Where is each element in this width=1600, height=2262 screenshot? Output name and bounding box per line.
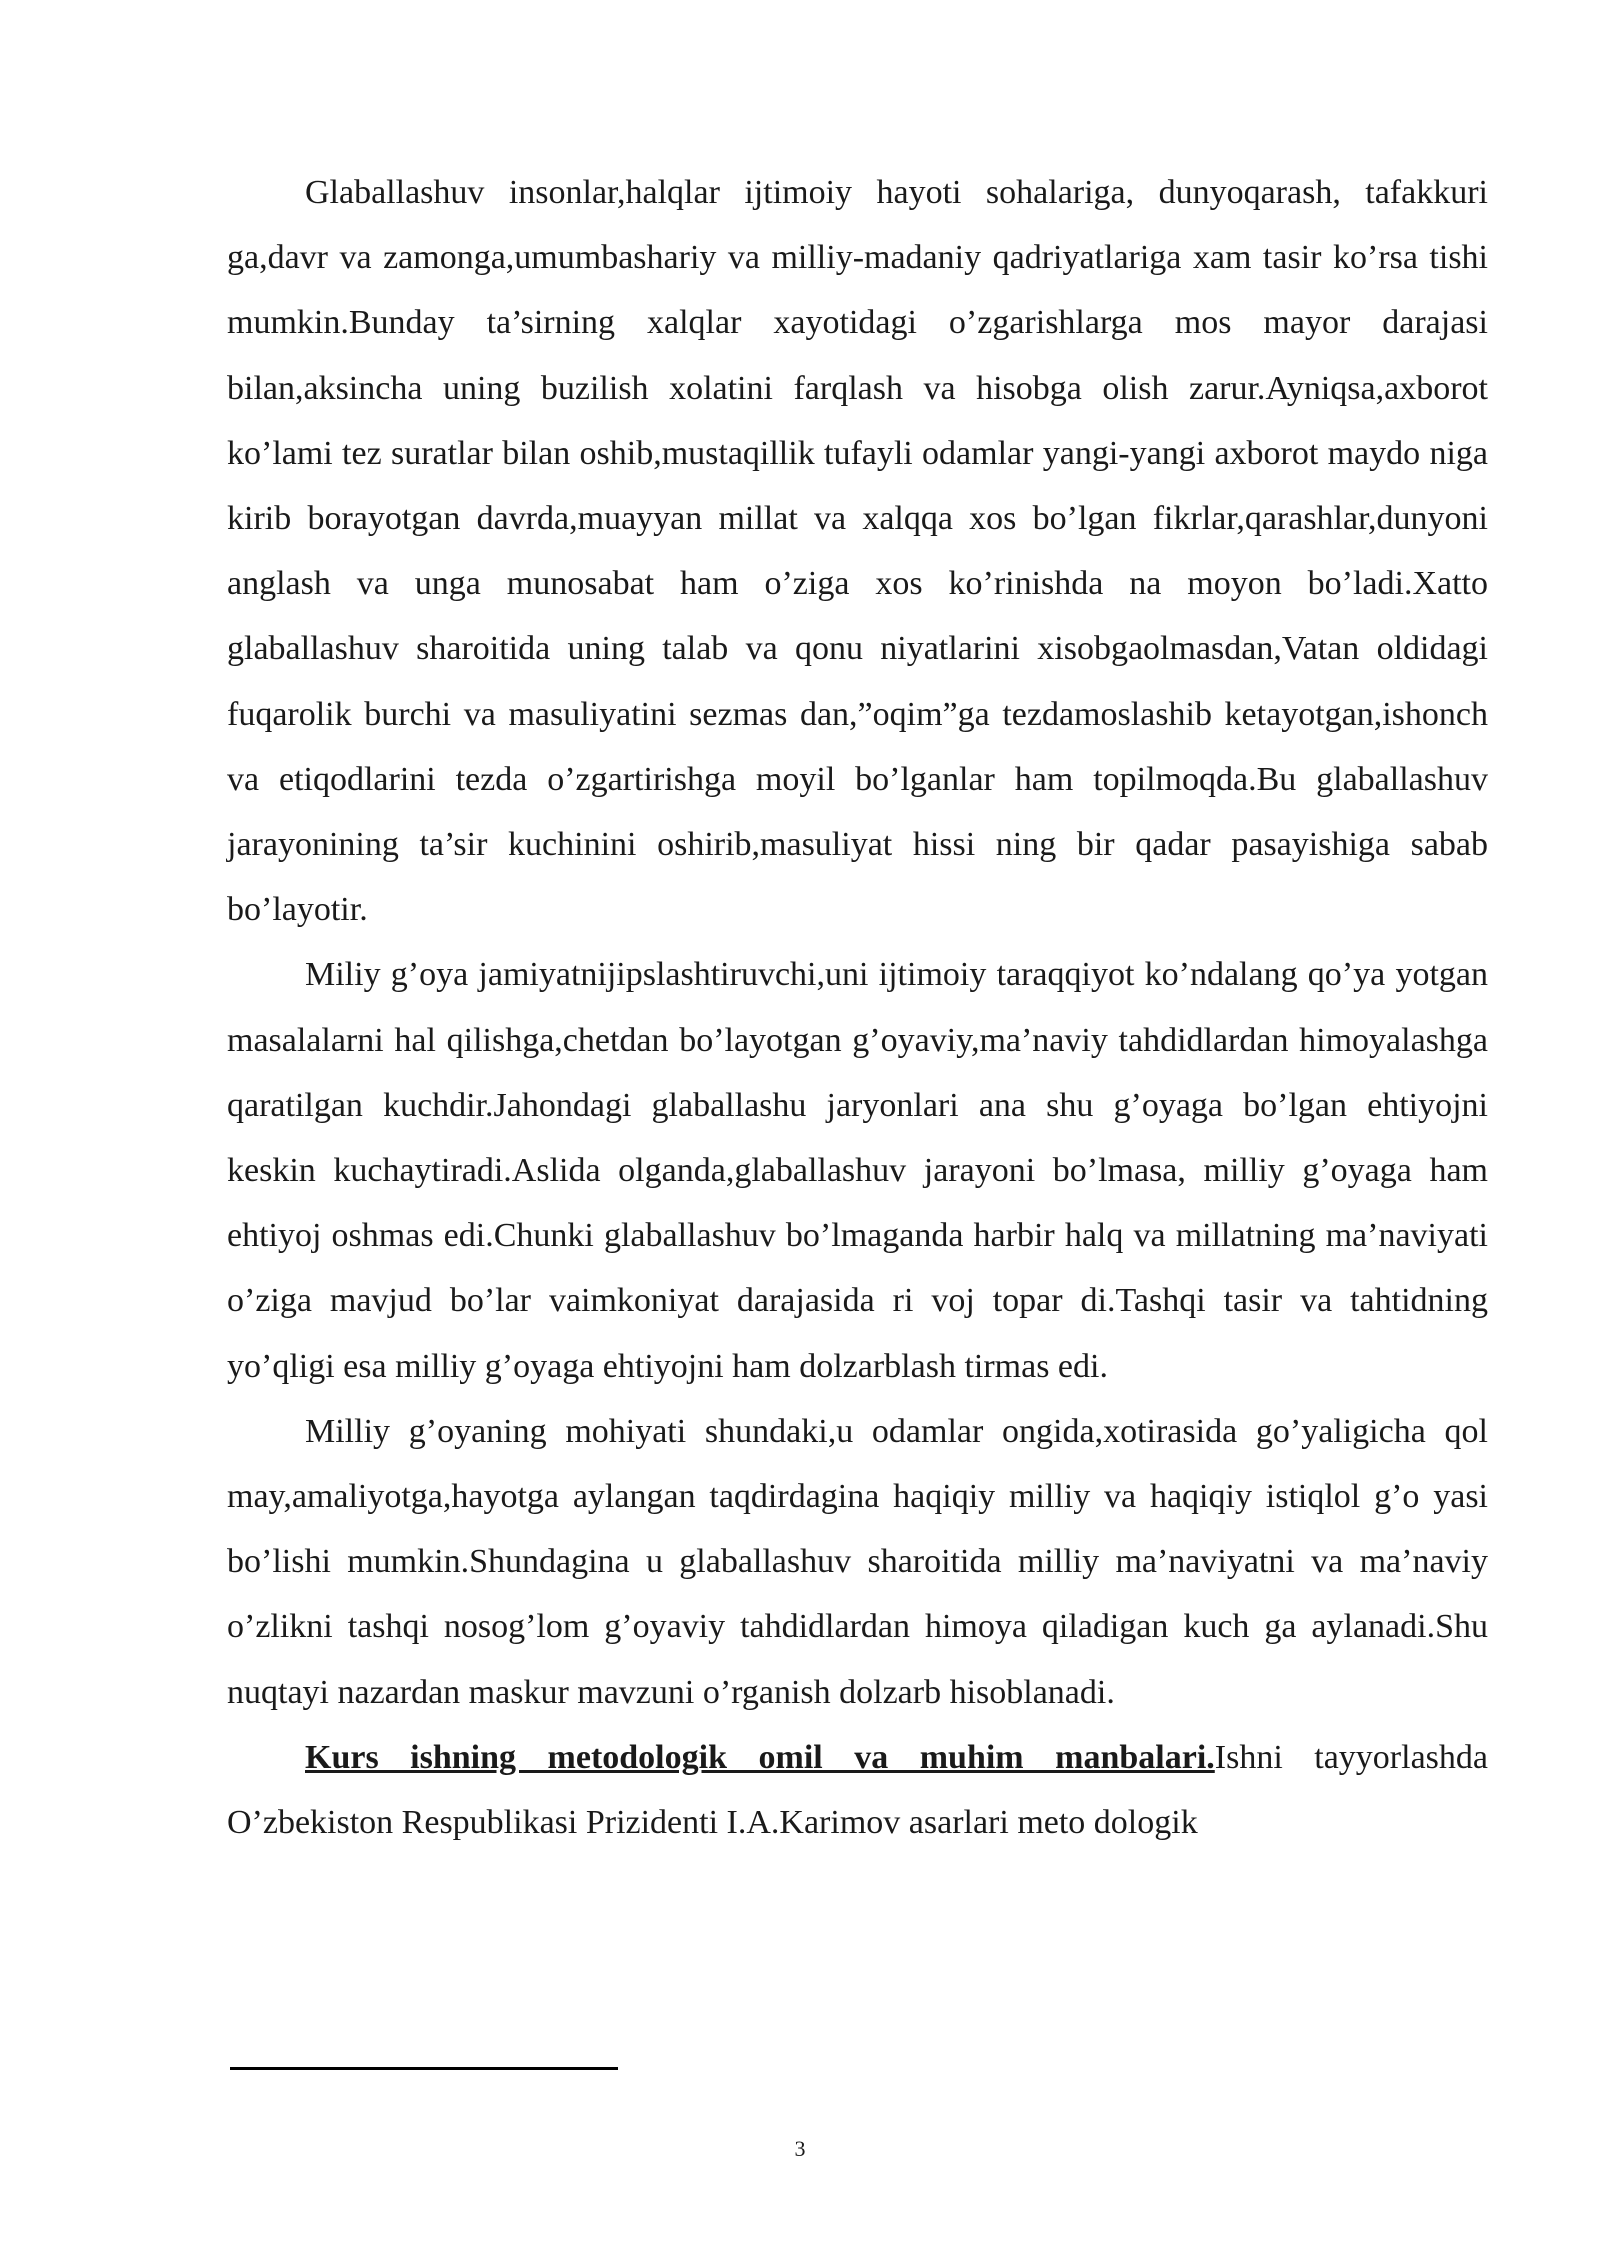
paragraph-national-idea: Miliy g’oya jamiyatnijipslashtiruvchi,uni ijtimoiy taraqqiyot ko’ndalang qo’ya yotgan masalalarni hal qilishga,chetdan bo’layotgan g’oyaviy,ma’naviy tahdidlardan himoyalashga qaratilgan kuchdir.Jahondagi glaballashu jaryonlari ana shu g’oyaga bo’lgan ehtiyojni keskin kuchaytiradi.Aslida olganda,glaballashuv jarayoni bo’lmasa, milliy g’oyaga ham ehtiyoj oshmas edi.Chunki glaballashuv bo’lmaganda harbir halq va millatning ma’naviyati o’ziga mavjud bo’lar vaimkoniyat darajasida ri voj topar di.Tashqi tasir va tahtidning yo’qligi esa milliy g’oyaga ehtiyojni ham dolzarblash tirmas edi. bbox=[227, 956, 1488, 1385]
paragraph-methodology-text: Ishni tayyorlashda O’zbekiston Respublikasi Prizidenti I.A.Karimov asarlari meto dologik bbox=[227, 1738, 1488, 1842]
paragraph-essence: Milliy g’oyaning mohiyati shundaki,u odamlar ongida,xotirasida go’yaligicha qol may,amaliyotga,hayotga aylangan taqdirdagina haqiqiy milliy va haqiqiy istiqlol g’o yasi bo’lishi mumkin.Shundagina u glaballashuv sharoitida milliy ma’naviyatni va ma’naviy o’zlikni tashqi nosog’lom g’oyaviy tahdidlardan himoya qiladigan kuch ga aylanadi.Shu nuqtayi nazardan maskur mavzuni o’rganish dolzarb hisoblanadi. bbox=[227, 1412, 1488, 1711]
paragraph-methodology bbox=[227, 1725, 1488, 1855]
body-text bbox=[227, 160, 1488, 1855]
footnote-separator bbox=[230, 2067, 618, 2070]
page-number: 3 bbox=[794, 2136, 806, 2161]
paragraph-globalization: Glaballashuv insonlar,halqlar ijtimoiy hayoti sohalariga, dunyoqarash, tafakkuri ga,davr va zamonga,umumbashariy va milliy-madaniy qadriyatlariga xam tasir ko’rsa tishi mumkin.Bunday ta’sirning xalqlar xayotidagi o’zgarishlarga mos mayor darajasi bilan,aksincha uning buzilish xolatini farqlash va hisobga olish zarur.Ayniqsa,axborot ko’lami tez suratlar bilan oshib,mustaqillik tufayli odamlar yangi-yangi axborot maydo niga kirib borayotgan davrda,muayyan millat va xalqqa xos bo’lgan fikrlar,qarashlar,dunyoni anglash va unga munosabat ham o’ziga xos ko’rinishda na moyon bo’ladi.Xatto glaballashuv sharoitida uning talab va qonu niyatlarini xisobgaolmasdan,Vatan oldidagi fuqarolik burchi va masuliyatini sezmas dan,”oqim”ga tezdamoslashib ketayotgan,ishonch va etiqodlarini tezda o’zgartirishga moyil bo’lganlar ham topilmoqda.Bu glaballashuv jarayonining ta’sir kuchinini oshirib,masuliyat hissi ning bir qadar pasayishiga sabab bo’layotir. bbox=[227, 174, 1488, 929]
section-heading: Kurs ishning metodologik omil va muhim manbalari. bbox=[305, 1738, 1215, 1776]
